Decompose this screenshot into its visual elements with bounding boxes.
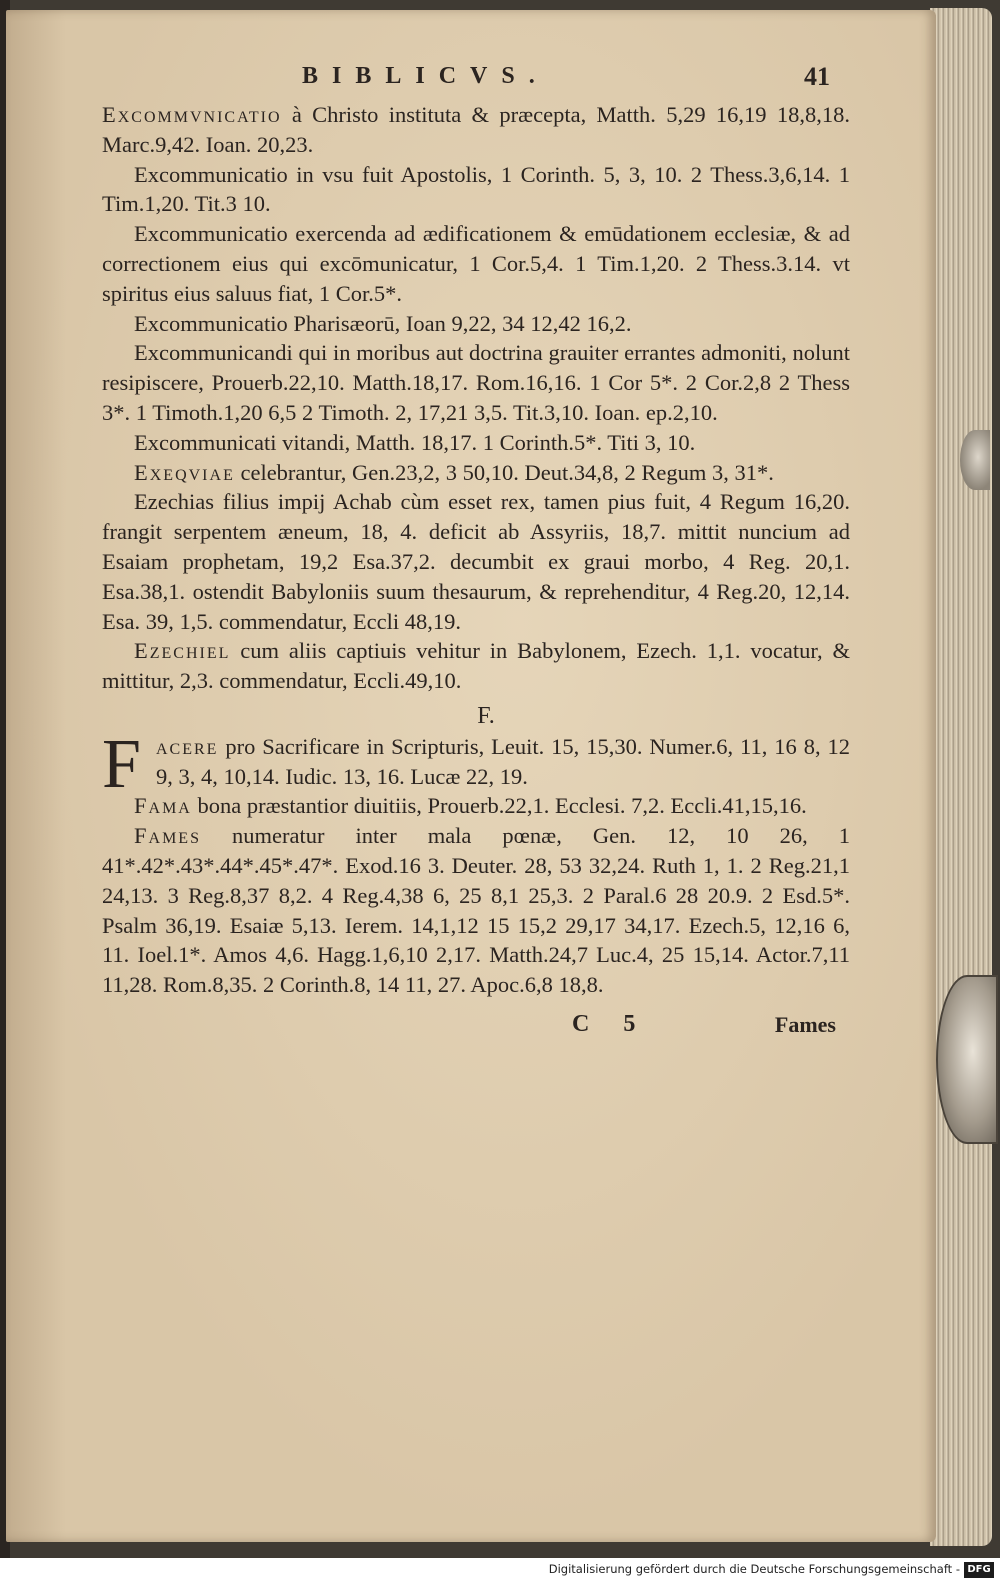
entry-headword: Fames [134,823,201,849]
book-clasp [936,975,998,1144]
entry-headword: Exeqviae [134,459,235,485]
entry-text: numeratur inter mala pœnæ, Gen. 12, 10 26, 1 41*.42*.43*.44*.45*.47*. Exod.16 3. Deuter. 28, 53 32,24. Ruth 1, 1. 2 Reg.21,1 24,13. 3 Reg.8,37 8,2. 4 Reg.4,38 6, 25 8,1 25,3. 2 Paral.6 28 20.9. 2 Esd.5*. Psalm 36,19. Esaiæ 5,13. Ierem. 14,1,12 15 15,2 29,17 34,17. Ezech.5, 12,16 6, 11. Ioel.1*. Amos 4,6. Hagg.1,6,10 2,17. Matth.24,7 Luc.4, 25 15,14. Actor.7,11 11,28. Rom.8,35. 2 Corinth.8, 14 11, 27. Apoc.6,8 18,8. [102,823,850,998]
entry-text: celebrantur, Gen.23,2, 3 50,10. Deut.34,8, 2 Regum 3, 31*. [234,459,774,485]
running-head [102,62,850,98]
entry-text: pro Sacrificare in Scripturis, Leuit. 15, 15,30. Numer.6, 11, 16 8, 12 9, 3, 4, 10,14. Iudic. 13, 16. Lucæ 22, 19. [156,733,850,789]
entry-headword: Excommvnicatio [102,102,282,127]
entry-text: bona præstantior diuitiis, Prouerb.22,1. Ecclesi. 7,2. Eccli.41,15,16. [191,793,807,819]
catchword: Fames [774,1011,836,1037]
entry-text: cum aliis captiuis vehitur in Babylonem, Ezech. 1,1. vocatur, & mittitur, 2,3. commendatur, Eccli.49,10. [102,638,850,694]
entry-headword: acere [156,733,219,759]
entry-headword: Fama [134,793,192,819]
index-entry [102,458,850,488]
index-entry [102,725,850,803]
index-entry [102,338,850,427]
index-entry [102,791,850,821]
index-entry [102,219,850,308]
index-entry [102,309,850,339]
running-head-title: BIBLICVS. [302,63,549,89]
page-foot [102,1010,850,1044]
entry-text: Excommunicatio exercenda ad ædificationem & emūdationem ecclesiæ, & ad correctionem eius qui excōmunicatur, 1 Cor.5,4. 1 Tim.1,20. 2 Thess.3.14. vt spiritus eius saluus fiat, 1 Cor.5*. [102,221,850,306]
funding-credit: Digitalisierung gefördert durch die Deutsche Forschungsgemeinschaft - [548,1562,960,1576]
page-block-edges [930,8,992,1546]
entry-text: Excommunicatio Pharisæorū, Ioan 9,22, 34 12,42 16,2. [134,310,632,336]
entry-text: Ezechias filius impij Achab cùm esset rex, tamen pius fuit, 4 Regum 16,20. frangit serpentem æneum, 18, 4. deficit ab Assyriis, 18,7. mittit nuncium ad Esaiam prophetam, 19,2 Esa.37,2. decumbit ex graui morbo, 4 Reg. 20,1. Esa.38,1. ostendit Babyloniis suum thesaurum, & reprehenditur, 4 Reg.20, 12,14. Esa. 39, 1,5. commendatur, Eccli 48,19. [102,489,850,634]
index-entry [102,821,850,1000]
index-entry [102,100,850,160]
signature-mark: C 5 [572,1010,650,1037]
footer-bar [0,1558,1000,1583]
dfg-logo: DFG [964,1562,994,1578]
page-number: 41 [804,62,830,91]
entry-text: Excommunicatio in vsu fuit Apostolis, 1 Corinth. 5, 3, 10. 2 Thess.3,6,14. 1 Tim.1,20. Tit.3 10. [102,161,850,217]
clasp-upper [960,430,990,490]
page-text-block [102,62,850,1044]
book-page [6,10,936,1542]
index-entry [102,636,850,696]
entry-text: Excommunicandi qui in moribus aut doctrina grauiter errantes admoniti, nolunt resipiscere, Prouerb.22,10. Matth.18,17. Rom.16,16. 1 Cor 5*. 2 Cor.2,8 2 Thess 3*. 1 Timoth.1,20 6,5 2 Timoth. 2, 17,21 3,5. Tit.3,10. Ioan. ep.2,10. [102,340,850,425]
entry-text: Excommunicati vitandi, Matth. 18,17. 1 Corinth.5*. Titi 3, 10. [134,429,696,455]
section-letter: F. [477,702,495,729]
entry-headword: Ezechiel [134,638,231,664]
entry-text: à Christo instituta & præcepta, Matth. 5,29 16,19 18,8,18. Marc.9,42. Ioan. 20,23. [102,102,850,157]
index-entry [102,428,850,458]
index-entry [102,487,850,636]
index-entry [102,160,850,220]
decorative-initial: F [102,725,141,803]
